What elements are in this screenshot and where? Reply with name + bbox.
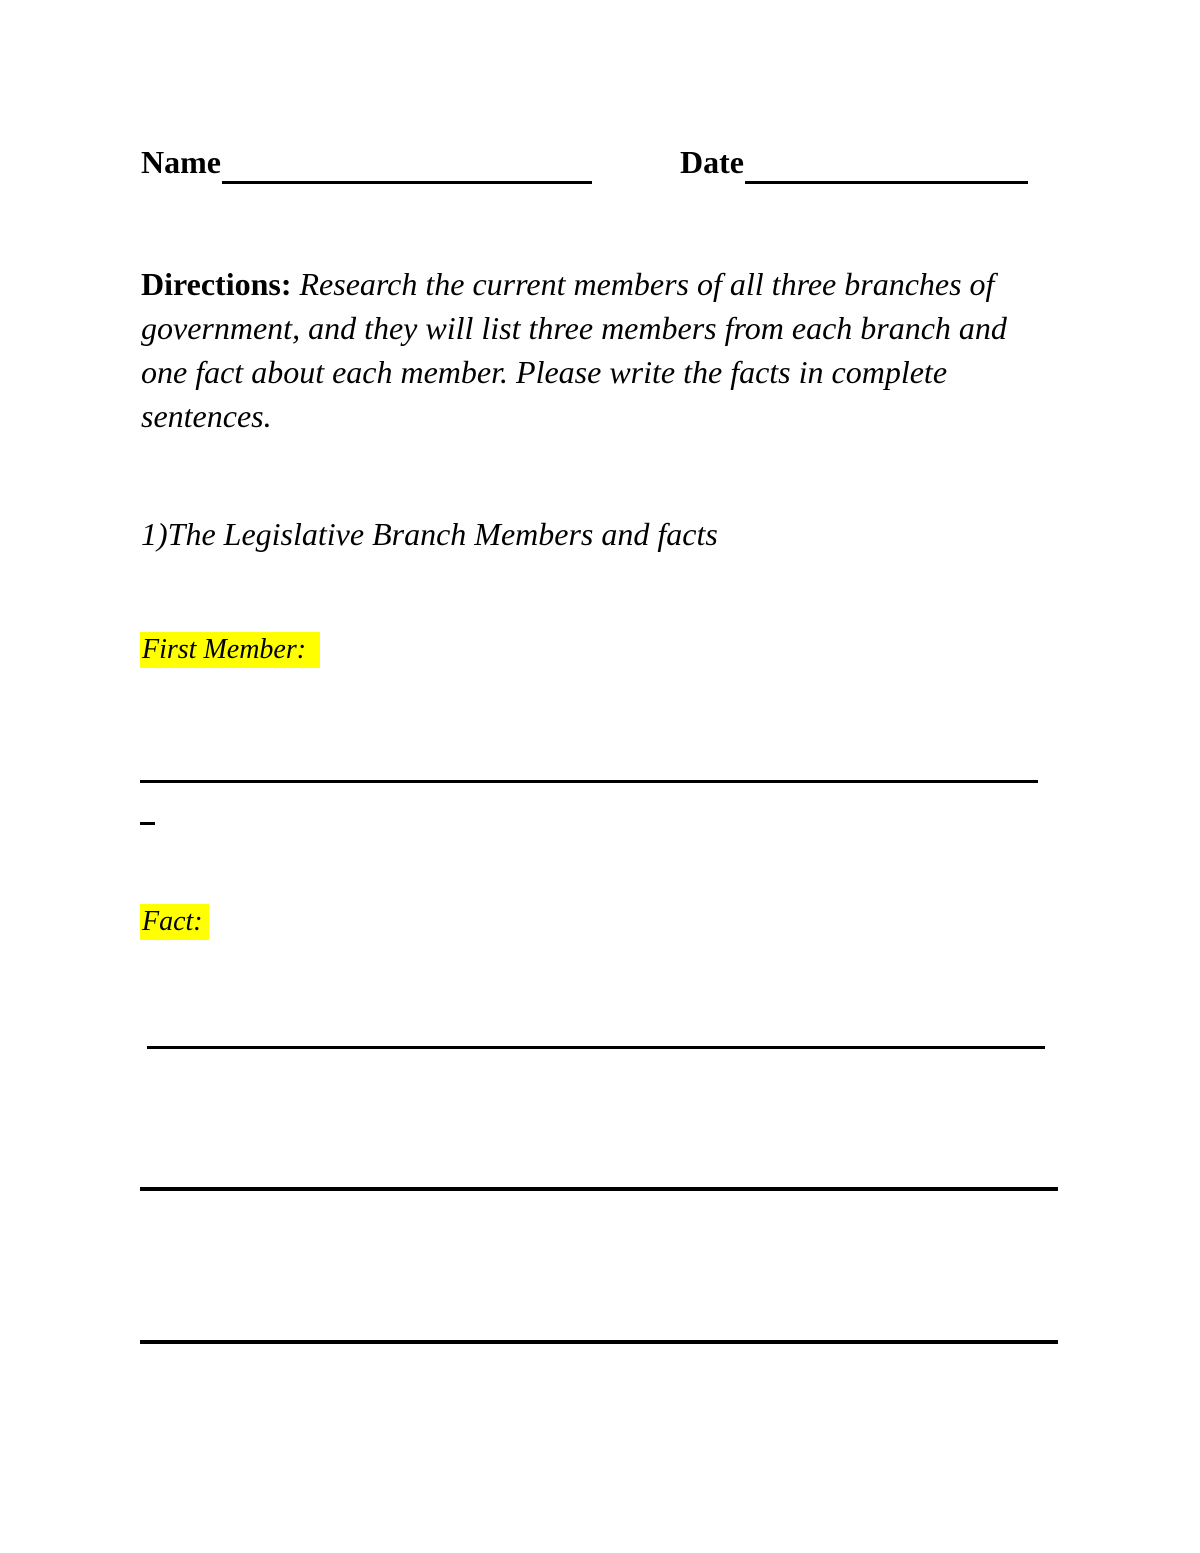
fact-label: Fact: (140, 904, 209, 940)
fact-answer-line-1[interactable] (147, 1046, 1045, 1049)
member-answer-line-tail (140, 822, 155, 825)
section-heading: 1)The Legislative Branch Members and facts (141, 516, 718, 552)
date-blank-line[interactable] (745, 148, 1028, 184)
fact-answer-line-3[interactable] (140, 1340, 1058, 1344)
directions-text: Research the current members of all three branches of government, and they will list three members from each branch and one fact about each member. Please write the facts in complete sentences. (141, 266, 1007, 434)
date-field (680, 140, 1028, 184)
name-field (141, 140, 592, 184)
first-member-label: First Member: (140, 632, 320, 668)
directions-paragraph (141, 262, 1061, 438)
name-label: Name (141, 144, 221, 180)
fact-answer-line-2[interactable] (140, 1187, 1058, 1191)
name-blank-line[interactable] (222, 148, 592, 184)
date-label: Date (680, 144, 744, 180)
member-answer-line[interactable] (140, 780, 1038, 783)
directions-label: Directions: (141, 266, 292, 302)
